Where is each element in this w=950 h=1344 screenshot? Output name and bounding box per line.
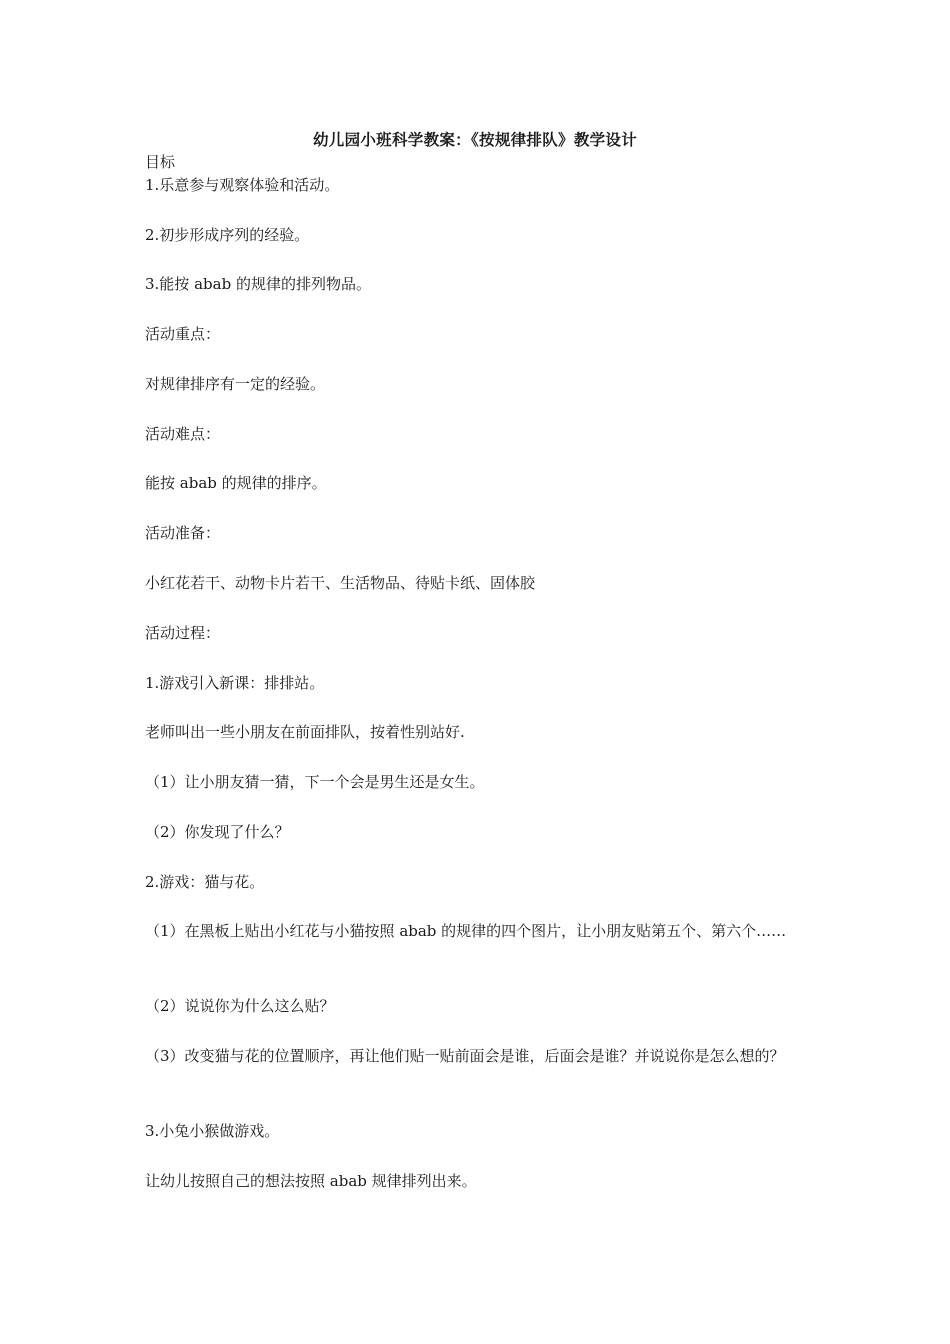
paragraph-step-2-q1: （1）在黑板上贴出小红花与小猫按照 abab 的规律的四个图片，让小朋友贴第五个、第六个…… [145,922,787,940]
paragraph-step-1-desc: 老师叫出一些小朋友在前面排队，按着性别站好. [145,723,465,741]
paragraph-difficulty: 能按 abab 的规律的排序。 [145,474,327,492]
paragraph-goal-2: 2.初步形成序列的经验。 [145,226,310,244]
paragraph-goal-3: 3.能按 abab 的规律的排列物品。 [145,275,371,293]
paragraph-key-point-heading: 活动重点： [145,325,221,343]
paragraph-goal-1: 1.乐意参与观察体验和活动。 [145,176,340,194]
paragraph-step-1: 1.游戏引入新课：排排站。 [145,674,325,692]
paragraph-key-point: 对规律排序有一定的经验。 [145,375,326,393]
paragraph-step-3: 3.小兔小猴做游戏。 [145,1122,280,1140]
paragraph-preparation-heading: 活动准备： [145,524,221,542]
paragraph-step-2-q2: （2）说说你为什么这么贴？ [145,997,335,1015]
paragraph-preparation: 小红花若干、动物卡片若干、生活物品、待贴卡纸、固体胶 [145,574,536,592]
paragraph-goal-heading: 目标 [145,153,176,171]
paragraph-step-1-q1: （1）让小朋友猜一猜，下一个会是男生还是女生。 [145,773,485,791]
document-title: 幼儿园小班科学教案：《按规律排队》教学设计 [312,130,638,149]
paragraph-difficulty-heading: 活动难点： [145,425,221,443]
paragraph-step-2-q3: （3）改变猫与花的位置顺序，再让他们贴一贴前面会是谁，后面会是谁？并说说你是怎么想的？ [145,1047,785,1065]
paragraph-step-2: 2.游戏：猫与花。 [145,873,265,891]
paragraph-process-heading: 活动过程： [145,624,221,642]
paragraph-step-1-q2: （2）你发现了什么？ [145,823,290,841]
paragraph-step-3-desc: 让幼儿按照自己的想法按照 abab 规律排列出来。 [145,1172,477,1190]
